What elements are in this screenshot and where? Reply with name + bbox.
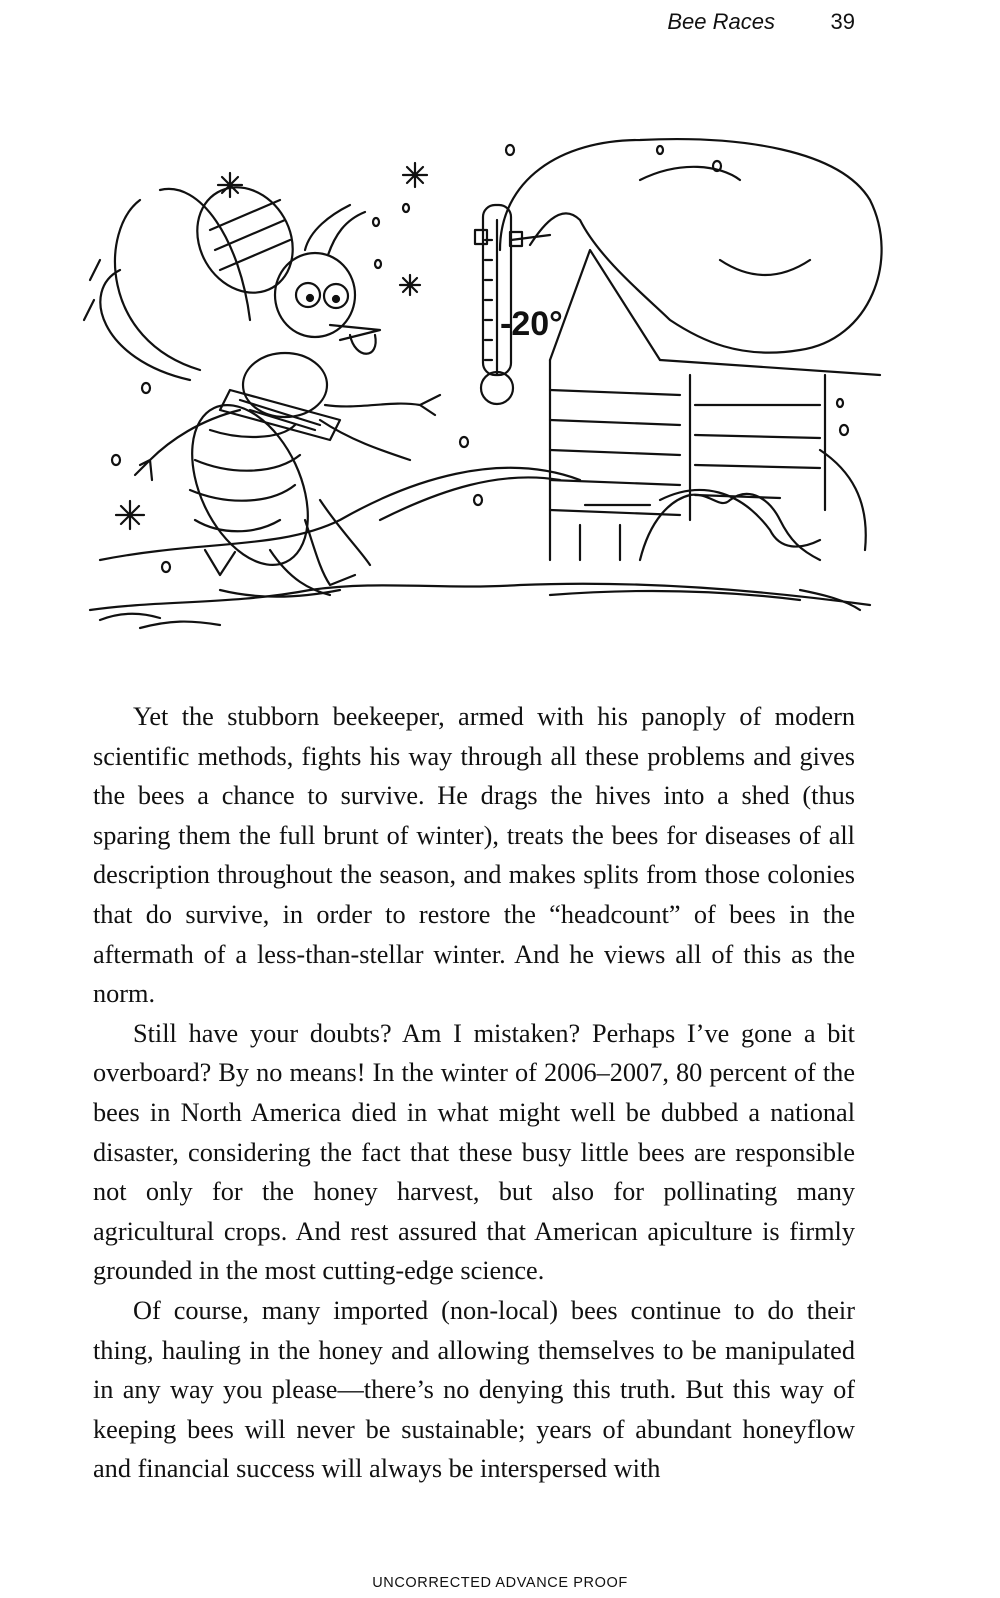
chapter-title: Bee Races: [667, 9, 775, 34]
snow-ground: [90, 450, 870, 628]
body-text: [93, 697, 855, 1489]
thermometer-reading: -20°: [500, 305, 563, 343]
paragraph: Still have your doubts? Am I mistaken? Perhaps I’ve gone a bit overboard? By no means! In the winter of 2006–2007, 80 percent of the bees in North America died in what might well be dubbed a national disaster, considering the fact that these busy little bees are responsible not only for the honey harvest, but also for pollinating many agricultural crops. And rest assured that American apiculture is firmly grounded in the most cutting-edge science.: [93, 1018, 855, 1286]
page-number: 39: [830, 9, 855, 34]
cartoon-freezing-bee-and-snowy-hive: [80, 120, 890, 660]
shivering-bee: [84, 170, 440, 595]
paragraph: Of course, many imported (non-local) bees continue to do their thing, hauling in the honey and allowing themselves to be manipulated in any way you please—there’s no denying this truth. But this way of keeping bees will never be sustainable; years of abundant honeyflow and financial success will always be interspersed with: [93, 1295, 855, 1484]
paragraph: Yet the stubborn beekeeper, armed with his panoply of modern scientific methods, fights his way through all these problems and gives the bees a chance to survive. He drags the hives into a shed (thus sparing them the full brunt of winter), treats the bees for diseases of all description throughout the season, and makes splits from those colonies that do survive, in order to restore the “headcount” of bees in the aftermath of a less-than-stellar winter. And he views all of this as the norm.: [93, 702, 855, 1009]
beehive: [500, 139, 882, 560]
proof-footer: UNCORRECTED ADVANCE PROOF: [372, 1575, 628, 1591]
snowflakes: [112, 145, 848, 572]
running-head: [560, 8, 855, 36]
